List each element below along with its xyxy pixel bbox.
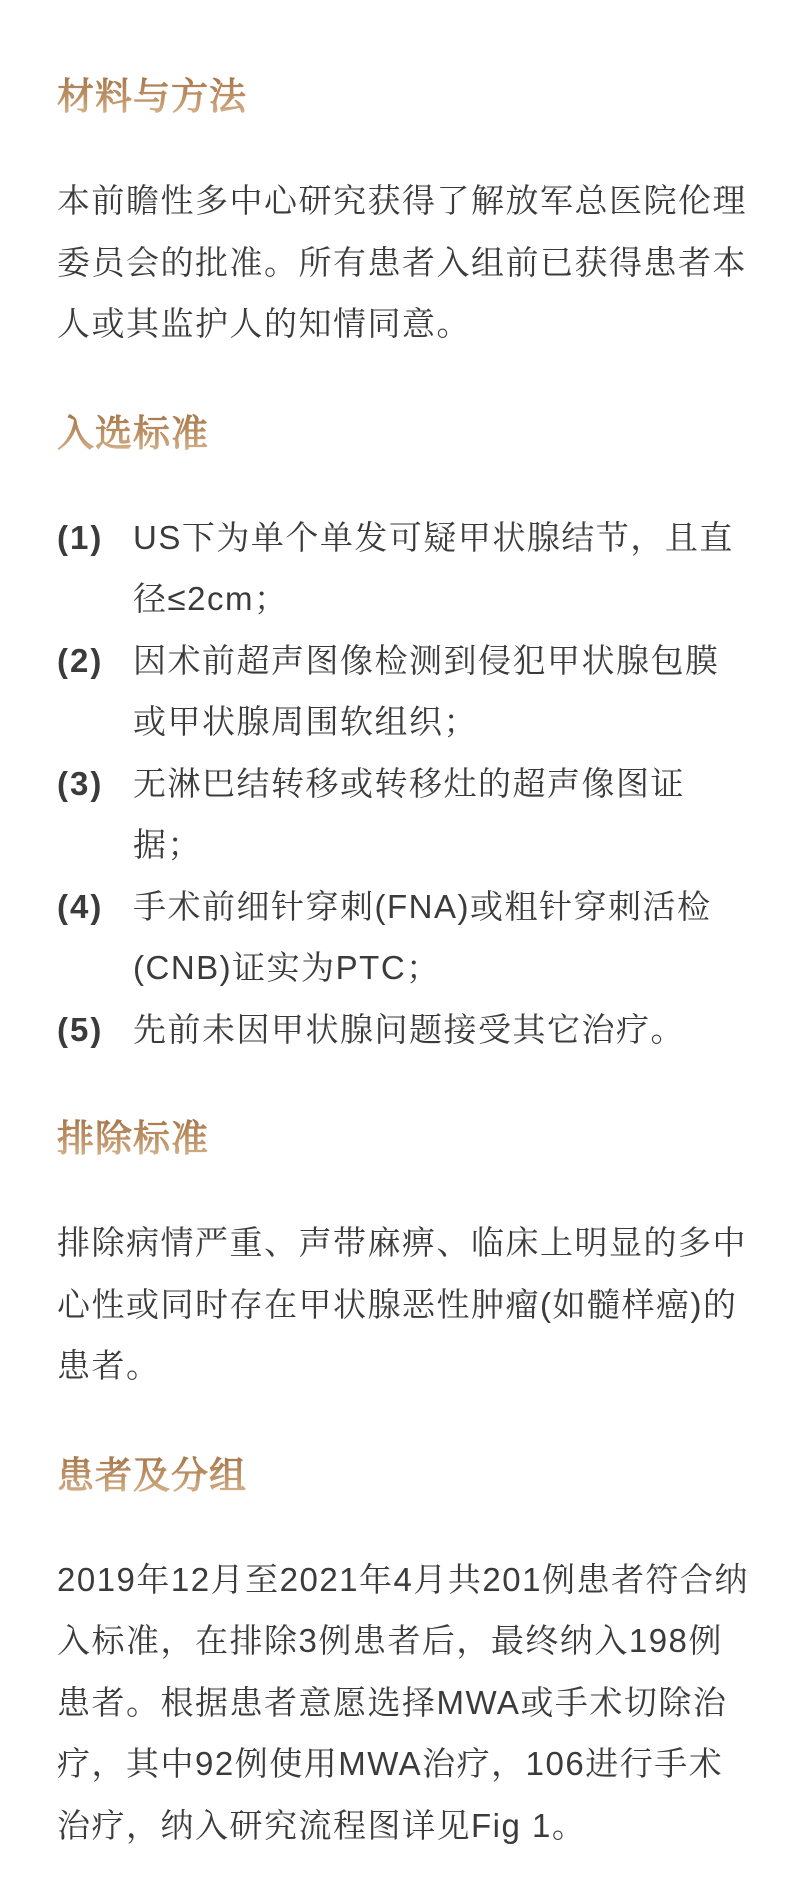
list-item-marker: (1) <box>57 518 104 556</box>
list-item-line: 据； <box>133 826 202 863</box>
paragraph-line: 治疗，纳入研究流程图详见Fig 1。 <box>57 1806 587 1844</box>
list-item-marker: (2) <box>57 641 104 679</box>
section-grouping-heading-row <box>57 1454 750 1500</box>
list-item <box>57 753 750 876</box>
grouping-paragraph <box>57 1549 750 1857</box>
list-item <box>57 999 750 1061</box>
paragraph-line: 疗，其中92例使用MWA治疗，106进行手术 <box>57 1745 724 1782</box>
list-item <box>57 630 750 753</box>
list-item-marker: (5) <box>57 1010 104 1048</box>
paragraph-line: 患者。 <box>57 1347 161 1384</box>
list-item-text <box>133 876 750 999</box>
section-heading-patients-grouping: 患者及分组 <box>57 1454 247 1500</box>
list-item-text <box>133 753 750 876</box>
section-heading-exclusion-criteria: 排除标准 <box>57 1117 209 1163</box>
paragraph-line: 本前瞻性多中心研究获得了解放军总医院伦理 <box>57 182 747 219</box>
paragraph-line: 入标准，在排除3例患者后，最终纳入198例 <box>57 1622 723 1659</box>
list-item-line: 或甲状腺周围软组织； <box>133 703 478 740</box>
list-item-text <box>133 507 750 630</box>
paragraph-line: 2019年12月至2021年4月共201例患者符合纳 <box>57 1560 749 1598</box>
section-heading-materials-methods: 材料与方法 <box>57 75 247 121</box>
list-item <box>57 507 750 630</box>
list-item-line: 先前未因甲状腺问题接受其它治疗。 <box>133 1010 685 1048</box>
list-item-line: 无淋巴结转移或转移灶的超声像图证 <box>133 764 685 802</box>
section-exclusion-heading-row <box>57 1117 750 1163</box>
paragraph-line: 心性或同时存在甲状腺恶性肿瘤(如髓样癌)的 <box>57 1285 738 1323</box>
list-item-line: 径≤2cm； <box>133 580 289 617</box>
list-item-text <box>133 630 750 753</box>
paragraph-line: 排除病情严重、声带麻痹、临床上明显的多中 <box>57 1224 747 1261</box>
paragraph-line: 人或其监护人的知情同意。 <box>57 305 471 342</box>
list-item-line: US下为单个单发可疑甲状腺结节，且直 <box>133 518 734 556</box>
exclusion-paragraph <box>57 1212 750 1397</box>
methods-paragraph <box>57 170 750 355</box>
section-heading-inclusion-criteria: 入选标准 <box>57 412 209 458</box>
list-item <box>57 876 750 999</box>
section-inclusion-heading-row <box>57 412 750 458</box>
section-methods-heading-row <box>57 75 750 121</box>
list-item-line: (CNB)证实为PTC； <box>133 949 441 986</box>
list-item-marker: (3) <box>57 764 104 802</box>
list-item-marker: (4) <box>57 887 104 925</box>
list-item-line: 因术前超声图像检测到侵犯甲状腺包膜 <box>133 641 720 679</box>
list-item-text <box>133 999 750 1061</box>
paragraph-line: 委员会的批准。所有患者入组前已获得患者本 <box>57 243 747 281</box>
list-item-line: 手术前细针穿刺(FNA)或粗针穿刺活检 <box>133 887 712 925</box>
paragraph-line: 患者。根据患者意愿选择MWA或手术切除治 <box>57 1683 728 1721</box>
inclusion-criteria-list <box>57 507 750 1061</box>
